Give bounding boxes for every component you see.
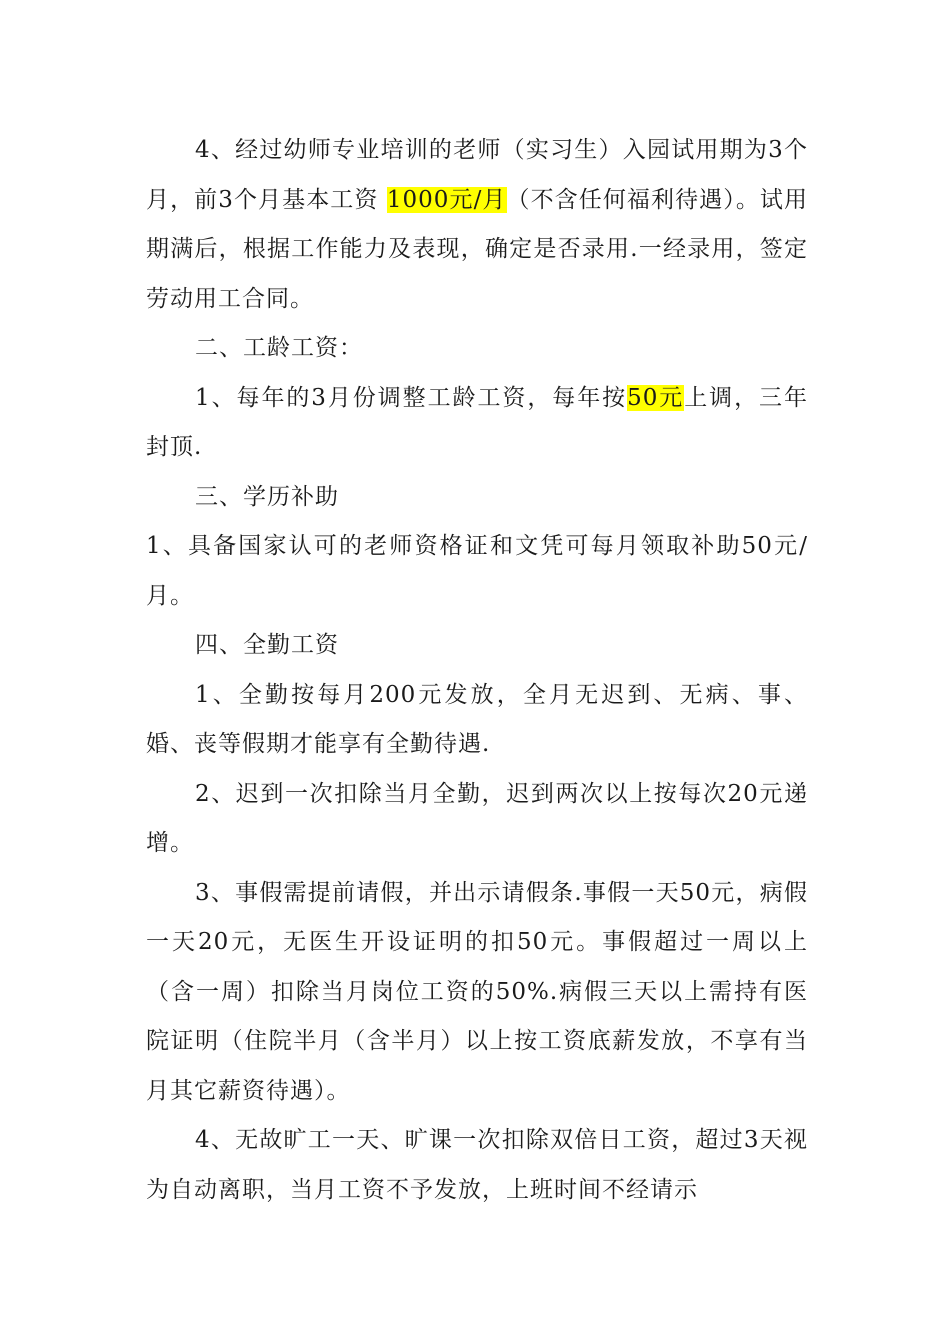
text-run: 1、具备国家认可的老师资格证和文凭可每月领取补助50元/月。 bbox=[146, 533, 808, 609]
text-run: 4、无故旷工一天、旷课一次扣除双倍日工资，超过3天视为自动离职，当月工资不予发放，上班时间不经请示 bbox=[146, 1127, 808, 1203]
document-body bbox=[146, 126, 808, 1215]
heading-seniority-pay bbox=[146, 324, 808, 374]
text-run: 二、工龄工资： bbox=[195, 335, 363, 361]
text-run: 3、事假需提前请假，并出示请假条.事假一天50元，病假一天20元，无医生开设证明的扣50元。事假超过一周以上（含一周）扣除当月岗位工资的50%.病假三天以上需持有医院证明（住院半月（含半月）以上按工资底薪发放，不享有当月其它薪资待遇）。 bbox=[146, 879, 808, 1104]
paragraph-education-subsidy bbox=[146, 522, 808, 621]
paragraph-attendance-rule-3 bbox=[146, 869, 808, 1117]
paragraph-attendance-rule-4 bbox=[146, 1116, 808, 1215]
paragraph-attendance-rule-1 bbox=[146, 671, 808, 770]
text-run: 上调，三年封顶. bbox=[146, 384, 808, 460]
text-run: 2、迟到一次扣除当月全勤，迟到两次以上按每次20元递增。 bbox=[146, 780, 808, 856]
text-run: 1、全勤按每月200元发放，全月无迟到、无病、事、婚、丧等假期才能享有全勤待遇. bbox=[146, 681, 808, 757]
heading-education-subsidy bbox=[146, 473, 808, 523]
text-run: （不含任何福利待遇）。试用期满后，根据工作能力及表现，确定是否录用.一经录用，签定劳动用工合同。 bbox=[146, 186, 809, 312]
heading-attendance-pay bbox=[146, 621, 808, 671]
highlighted-salary: 1000元/月 bbox=[386, 186, 507, 213]
text-run: 4、经过幼师专业培训的老师（实习生）入园试用期为3个月，前3个月基本工资 bbox=[146, 137, 808, 213]
paragraph-seniority-adjustment bbox=[146, 374, 808, 473]
highlighted-amount: 50元 bbox=[627, 384, 685, 411]
text-run: 1、每年的3月份调整工龄工资，每年按 bbox=[195, 384, 628, 411]
text-run: 四、全勤工资 bbox=[195, 632, 339, 658]
text-run: 三、学历补助 bbox=[195, 483, 339, 510]
paragraph-attendance-rule-2 bbox=[146, 770, 808, 869]
paragraph-trial-period bbox=[146, 126, 808, 324]
